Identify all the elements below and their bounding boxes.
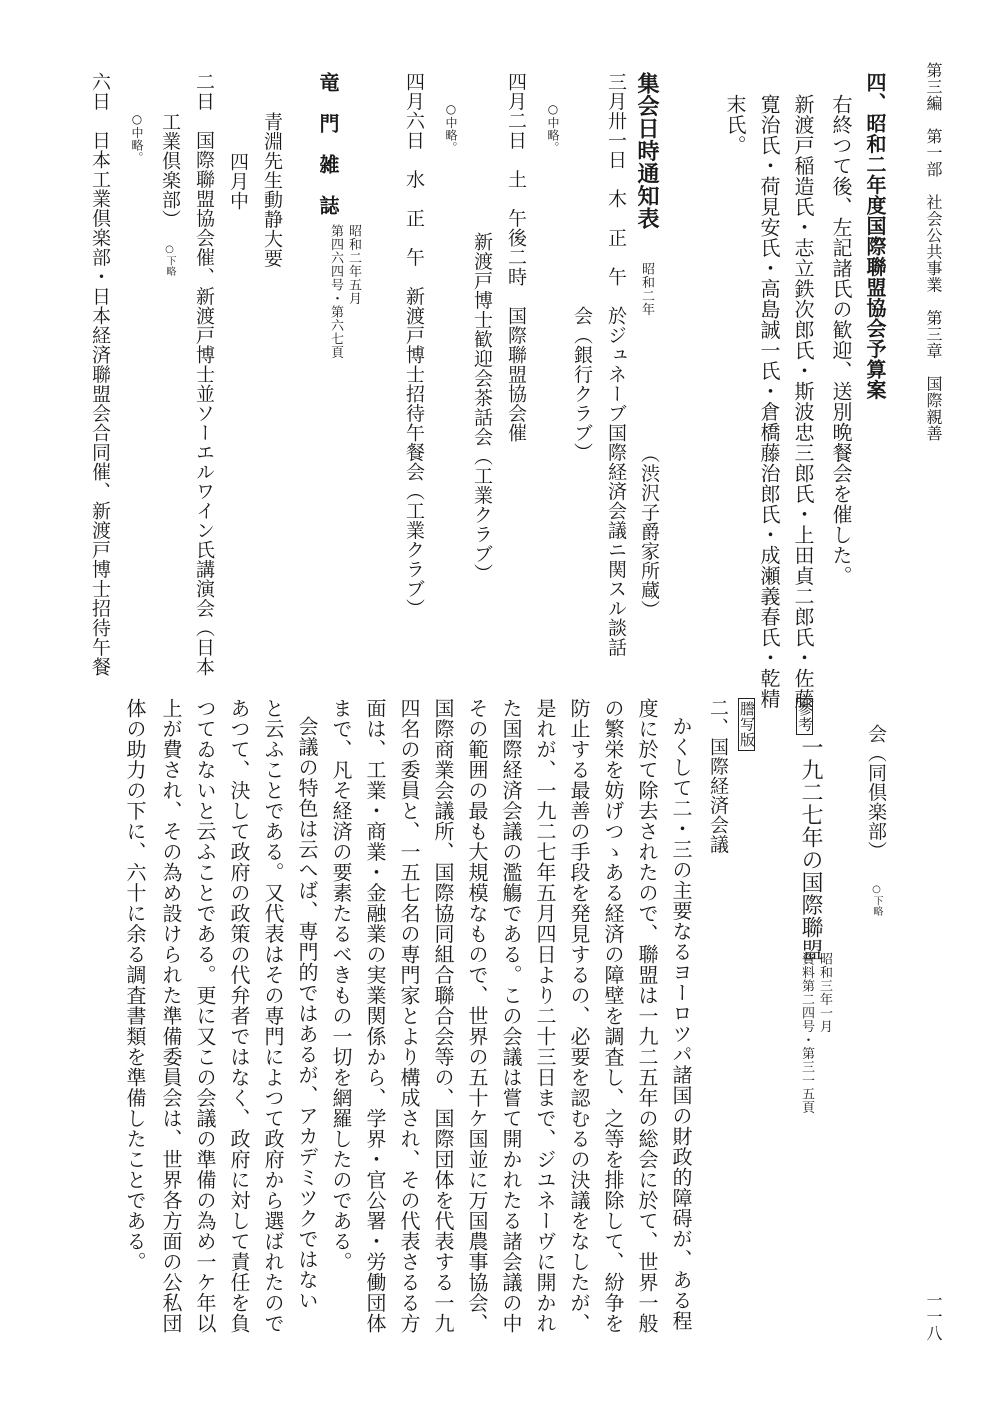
section-heading: 四、昭和二年度国際聯盟協会予算案 — [863, 72, 887, 400]
event-entry: 六日 日本工業倶楽部・日本経済聯盟会合同催、新渡戸博士招待午餐 — [89, 72, 111, 677]
paragraph-line: の繁栄を妨げつゝある経済の障壁を調査し、之等を排除して、紛争を — [601, 698, 625, 1334]
paragraph-line: つてゐないと云ふことである。更に又この会議の準備の為め一ケ年以 — [193, 698, 217, 1334]
page-number: 一一八 — [924, 1292, 943, 1342]
paragraph-line: 面は、工業・商業・金融業の実業関係から、学界・官公署・労働団体 — [363, 698, 387, 1334]
paragraph-line: 会議の特色は云へば、専門的ではあるが、アカデミツクではない — [295, 716, 319, 1311]
paragraph-line: 是れが、一九二七年五月四日より二十三日まで、ジユネーヴに開かれ — [533, 698, 557, 1334]
source-reference: 資料第二四号・第三一五頁 — [799, 952, 814, 1114]
text-line: 新渡戸稲造氏・志立鉄次郎氏・斯波忠三郎氏・上田貞二郎氏・佐藤 — [791, 94, 815, 709]
event-entry-cont: 会（同倶楽部） — [865, 724, 887, 861]
paragraph-line: 四名の委員と、一五七名の専門家とより構成され、その代表さるる方 — [397, 698, 421, 1334]
event-entry-cont: 工業倶楽部） — [159, 112, 181, 229]
edition-label: 謄写版 — [738, 698, 755, 751]
month-heading: 四月中 — [227, 152, 249, 211]
subsection-heading: 二、国際経済会議 — [707, 698, 729, 854]
paragraph-line: 防止する最善の手段を発見するの、必要を認むるの決議をなしたが、 — [567, 698, 591, 1334]
event-entry: 四月二日 土 午後二時 国際聯盟協会催 — [505, 72, 527, 443]
paragraph-line: かくして二・三の主要なるヨーロツパ諸国の財政的障碍が、ある程 — [669, 716, 693, 1331]
running-title: 第三編 第一部 社会公共事業 第三章 国際親善 — [924, 62, 943, 442]
article-title: 一九二七年の国際聯盟 — [798, 736, 823, 961]
paragraph-line: 上が費され、その為め設けられた準備委員会は、世界各方面の公私団 — [159, 698, 183, 1334]
journal-issue: 第四六四号・第六七頁 — [328, 224, 343, 359]
omission-mark: ○下略 — [164, 244, 175, 277]
event-entry-cont: 新渡戸博士歓迎会茶話会（工業クラブ） — [471, 232, 493, 583]
event-entry: 二日 国際聯盟協会催、新渡戸博士並ソーエルワイン氏講演会（日本 — [193, 72, 215, 677]
event-entry-cont: 会（銀行クラブ） — [571, 306, 593, 462]
source-date: 昭和三年一月 — [817, 952, 832, 1033]
notice-source: （渋沢子爵家所蔵） — [638, 444, 660, 620]
paragraph-line: まで、凡そ経済の要素たるべきもの一切を網羅したのである。 — [329, 698, 353, 1272]
omission-mark: ○下略 — [871, 884, 882, 917]
event-entry: 三月卅一日 木 正 午 於ジュネーブ国際経済会議ニ関スル談話 — [605, 72, 627, 657]
omission-mark: ○中略。 — [444, 102, 458, 154]
omission-mark: ○中略。 — [130, 112, 144, 164]
paragraph-line: あつて、決して政府の政策の代弁者ではなく、政府に対して責任を負 — [227, 698, 251, 1334]
text-line: 右終つて後、左記諸氏の歓迎、送別晩餐会を催した。 — [829, 94, 853, 586]
paragraph-line: 度に於て除去されたので、聯盟は一九二五年の総会に於て、世界一般 — [635, 698, 659, 1334]
section-title: 青淵先生動静大要 — [261, 112, 283, 268]
text-line: 寛治氏・荷見安氏・高島誠一氏・倉橋藤治郎氏・成瀬義春氏・乾精 — [757, 94, 781, 709]
paragraph-line: 体の助力の下に、六十に余る調査書類を準備したことである。 — [123, 698, 147, 1272]
paragraph-line: その範囲の最も大規模なもので、世界の五十ケ国並に万国農事協会、 — [465, 698, 489, 1334]
journal-date: 昭和二年五月 — [346, 224, 361, 305]
paragraph-line: と云ふことである。又代表はその専門によつて政府から選ばれたので — [261, 698, 285, 1334]
notice-year: 昭和二年 — [639, 262, 654, 316]
reference-label: 参考 — [796, 698, 813, 735]
journal-title: 竜 門 雑 誌 — [316, 72, 340, 216]
paragraph-line: 国際商業会議所、国際協同組合聯合会等の、国際団体を代表する一九 — [431, 698, 455, 1334]
omission-mark: ○中略。 — [546, 102, 560, 154]
event-entry: 四月六日 水 正 午 新渡戸博士招待午餐会（工業クラブ） — [403, 72, 425, 618]
notice-title: 集会日時通知表 — [634, 72, 660, 230]
text-line: 末氏。 — [723, 94, 747, 156]
paragraph-line: た国際経済会議の濫觴である。この会議は嘗て開かれたる諸会議の中 — [499, 698, 523, 1334]
